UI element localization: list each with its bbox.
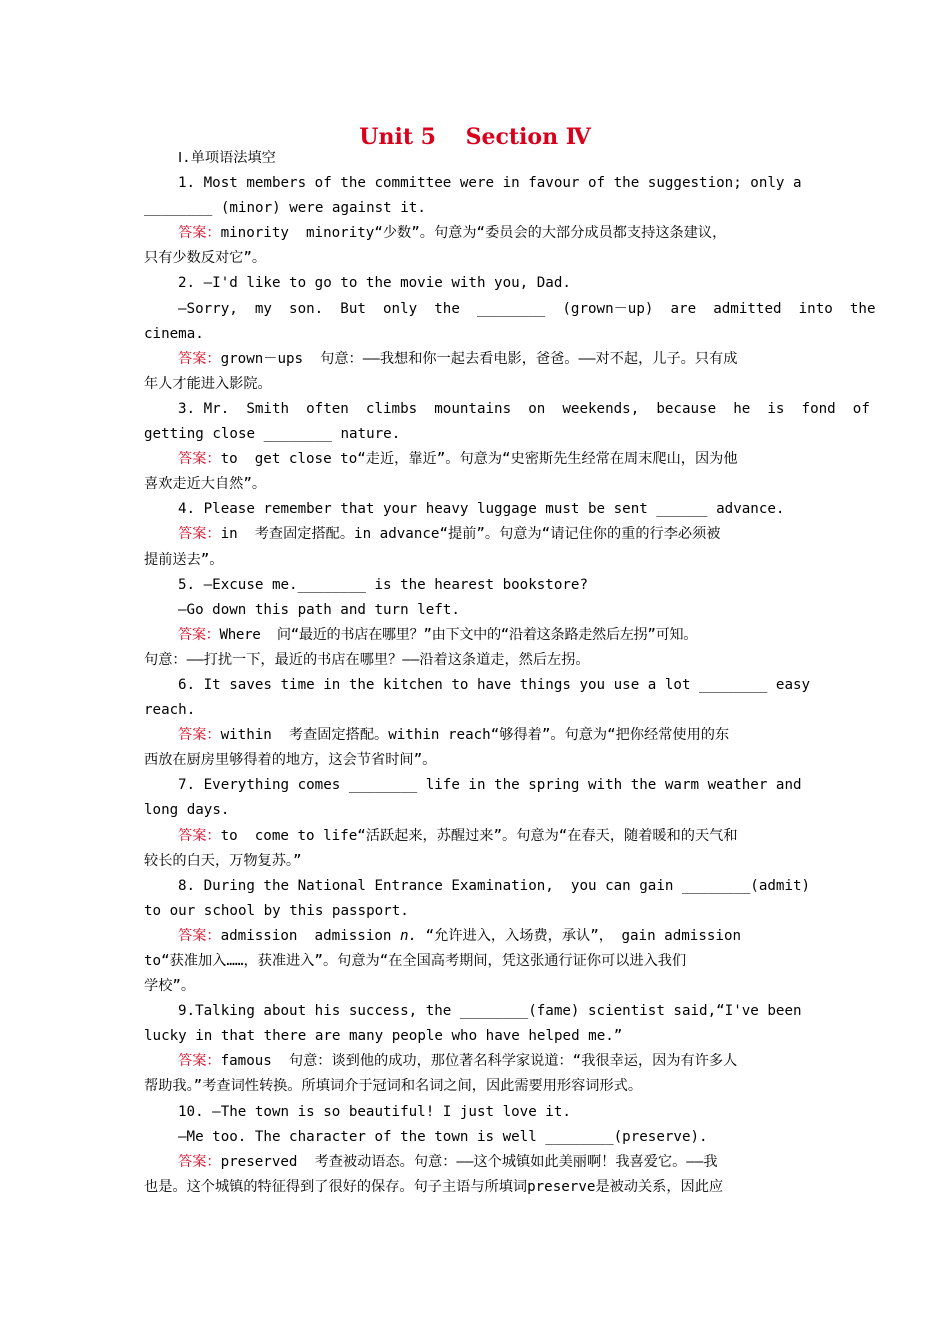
text-line — [144, 974, 808, 999]
text-line — [144, 1175, 808, 1200]
line-text: 6. It saves time in the kitchen to have things you use a lot ________ easy — [178, 676, 811, 693]
text-line — [144, 271, 808, 296]
line-text: —Sorry, my son. But only the ________ (grown－up) are admitted into the — [178, 300, 876, 317]
text-line — [144, 372, 808, 397]
answer-label: 答案： — [178, 350, 221, 367]
line-text: minority minority“少数”。句意为“委员会的大部分成员都支持这条建议， — [220, 225, 727, 242]
answer-line — [144, 723, 808, 748]
line-text: 4. Please remember that your heavy luggage must be sent ______ advance. — [178, 501, 785, 518]
line-text: 西放在厨房里够得着的地方，这会节省时间”。 — [144, 752, 437, 769]
answer-line — [144, 221, 808, 246]
text-line — [144, 949, 808, 974]
text-line — [144, 397, 870, 422]
text-line — [144, 999, 808, 1024]
answer-line — [144, 1049, 808, 1074]
text-line — [144, 598, 808, 623]
text-line — [144, 1125, 808, 1150]
line-text: cinema. — [144, 325, 204, 342]
line-text: 句意：——打扰一下，最近的书店在哪里？——沿着这条道走，然后左拐。 — [144, 651, 590, 668]
line-text: to our school by this passport. — [144, 902, 409, 919]
text-line — [144, 171, 808, 196]
answer-label: 答案： — [178, 727, 221, 744]
exercise-content — [144, 146, 876, 1200]
line-text: 学校”。 — [144, 978, 196, 995]
text-line — [144, 1024, 808, 1049]
line-text: 较长的白天，万物复苏。” — [144, 852, 302, 869]
italic-text: n. — [399, 927, 418, 944]
answer-line — [144, 347, 808, 372]
line-text: famous 句意：谈到他的成功，那位著名科学家说道：“我很幸运，因为有许多人 — [220, 1053, 738, 1070]
page-title: Unit 5 Section Ⅳ — [359, 124, 591, 150]
line-text: —Me too. The character of the town is well ________(preserve). — [178, 1128, 708, 1145]
answer-label: 答案： — [178, 927, 221, 944]
text-line — [144, 472, 808, 497]
answer-label: 答案： — [178, 827, 221, 844]
text-line — [144, 698, 808, 723]
answer-line — [144, 1150, 808, 1175]
answer-line — [144, 623, 808, 648]
line-text: to get close to“走近，靠近”。句意为“史密斯先生经常在周末爬山，因为他 — [220, 451, 738, 468]
text-line — [144, 573, 808, 598]
line-text: admission admission — [220, 927, 400, 944]
line-text: 1. Most members of the committee were in favour of the suggestion; only a — [178, 175, 802, 192]
text-line — [144, 246, 808, 271]
text-line — [144, 748, 808, 773]
text-line — [144, 874, 811, 899]
line-text: in 考查固定搭配。in advance“提前”。句意为“请记住你的重的行李必须被 — [220, 526, 721, 543]
line-text: to“获准加入……，获准进入”。句意为“在全国高考期间，凭这张通行证你可以进入我们 — [144, 953, 687, 969]
answer-label: 答案： — [178, 225, 221, 242]
text-line — [144, 798, 808, 823]
text-line — [144, 497, 808, 522]
line-text: 3. Mr. Smith often climbs mountains on weekends, because he is fond of — [178, 400, 870, 417]
text-line — [144, 548, 808, 573]
section-heading: Ⅰ.单项语法填空 — [178, 150, 276, 166]
line-text: within 考查固定搭配。within reach“够得着”。句意为“把你经常使用的东 — [220, 727, 730, 744]
text-line — [144, 773, 808, 798]
line-text: long days. — [144, 802, 230, 819]
exercise-lines — [144, 171, 876, 1200]
answer-label: 答案： — [178, 626, 220, 643]
answer-label: 答案： — [178, 526, 221, 543]
text-line — [144, 422, 808, 447]
answer-label: 答案： — [178, 1053, 221, 1070]
line-text: to come to life“活跃起来，苏醒过来”。句意为“在春天，随着暖和的天气和 — [220, 827, 738, 844]
line-text: 8. During the National Entrance Examination, you can gain ________(admit) — [178, 877, 811, 894]
line-text: 7. Everything comes ________ life in the spring with the warm weather and — [178, 777, 802, 794]
line-text: preserved 考查被动语态。句意：——这个城镇如此美丽啊！我喜爱它。——我 — [220, 1153, 718, 1170]
line-text: ________ (minor) were against it. — [144, 200, 426, 217]
text-line — [144, 899, 808, 924]
line-text: 也是。这个城镇的特征得到了很好的保存。句子主语与所填词preserve是被动关系，因此应 — [144, 1178, 724, 1195]
line-text: 帮助我。”考查词性转换。所填词介于冠词和名词之间，因此需要用形容词形式。 — [144, 1078, 643, 1095]
line-text: 喜欢走近大自然”。 — [144, 476, 267, 493]
line-text: —Go down this path and turn left. — [178, 601, 460, 618]
answer-line — [144, 824, 808, 849]
answer-label: 答案： — [178, 451, 221, 468]
text-line — [144, 196, 808, 221]
line-text: 提前送去”。 — [144, 551, 224, 568]
text-line — [144, 297, 876, 322]
line-text: getting close ________ nature. — [144, 426, 401, 443]
line-text: reach. — [144, 702, 196, 719]
line-text: 9.Talking about his success, the ________(fame) scientist said,“I've been — [178, 1003, 802, 1020]
line-text: Where 问“最近的书店在哪里？”由下文中的“沿着这条路走然后左拐”可知。 — [219, 626, 698, 643]
line-text: 10. —The town is so beautiful! I just love it. — [178, 1103, 571, 1120]
line-text-tail: “允许进入，入场费，承认”， gain admission — [417, 927, 742, 944]
line-text: 5. —Excuse me.________ is the hearest bookstore? — [178, 576, 588, 593]
line-text: grown－ups 句意：——我想和你一起去看电影，爸爸。——对不起，儿子。只有成 — [220, 350, 738, 367]
answer-line — [144, 447, 808, 472]
answer-line — [144, 522, 808, 547]
line-text: 年人才能进入影院。 — [144, 375, 272, 392]
text-line — [144, 849, 808, 874]
text-line — [144, 1100, 808, 1125]
text-line — [144, 673, 811, 698]
answer-line — [144, 924, 808, 949]
line-text: 只有少数反对它”。 — [144, 250, 267, 267]
text-line — [144, 648, 808, 673]
text-line — [144, 1074, 808, 1099]
answer-label: 答案： — [178, 1153, 221, 1170]
line-text: lucky in that there are many people who have helped me.” — [144, 1028, 623, 1045]
text-line — [144, 322, 808, 347]
line-text: 2. —I'd like to go to the movie with you, Dad. — [178, 275, 571, 292]
